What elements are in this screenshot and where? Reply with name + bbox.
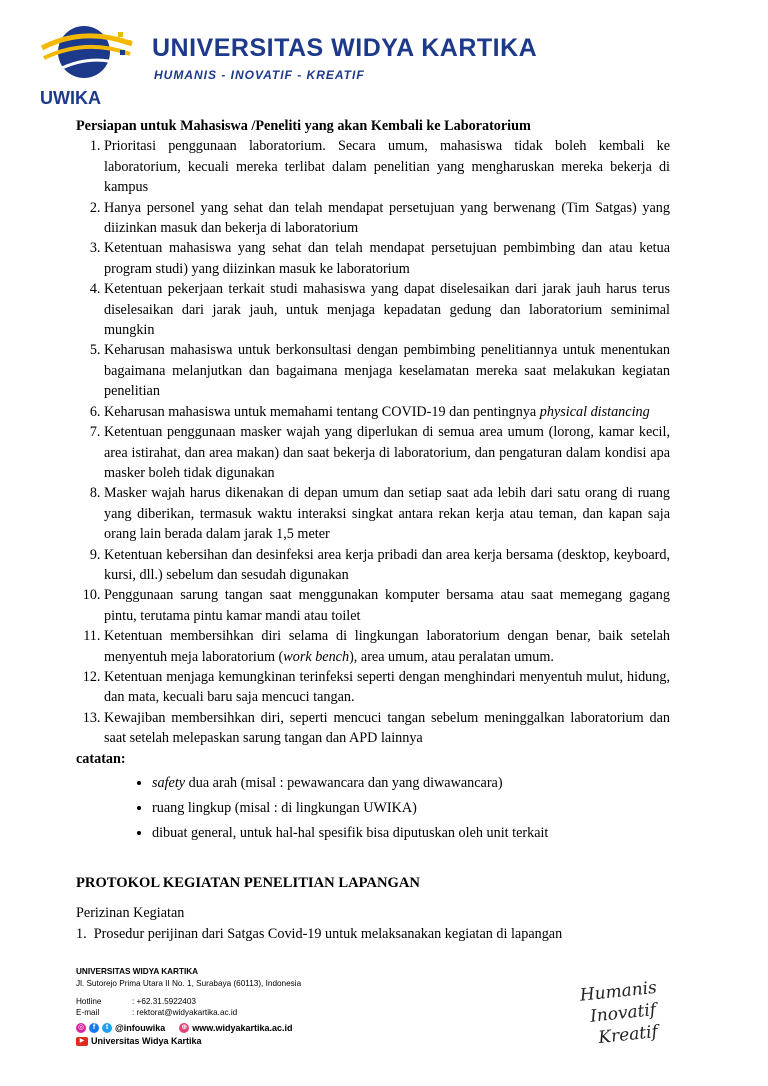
note-item: [152, 773, 670, 793]
hotline-value: : +62.31.5922403: [132, 997, 196, 1006]
protocol-subtitle: Perizinan Kegiatan: [76, 904, 185, 921]
list-item: [104, 402, 670, 422]
youtube-channel[interactable]: Universitas Widya Kartika: [91, 1036, 202, 1046]
protocol-title: PROTOKOL KEGIATAN PENELITIAN LAPANGAN: [76, 875, 420, 892]
social-handle[interactable]: @infouwika: [115, 1023, 166, 1033]
twitter-icon: t: [102, 1023, 112, 1033]
university-tagline: HUMANIS - INOVATIF - KREATIF: [154, 68, 365, 82]
list-item-italic: work bench: [283, 648, 350, 665]
protocol-item: [76, 924, 670, 944]
list-item: 13. Kewajiban membersihkan diri, seperti mencuci tangan sebelum meninggalkan laboratorium dan saat setelah melepaskan sarung tangan dan APD lainnya: [104, 708, 670, 749]
list-item: 10. Penggunaan sarung tangan saat menggunakan komputer bersama atau saat memegang gagang pintu, terutama pintu kamar mandi atau toilet: [104, 585, 670, 626]
hotline-label: Hotline: [76, 997, 102, 1006]
list-item: 4. Ketentuan pekerjaan terkait studi mahasiswa yang dapat diselesaikan dari jarak jauh harus terus diselesaikan dari jarak jauh, untuk menjaga kepadatan gedung dan laboratorium seminimal mungkin: [104, 279, 670, 340]
footer-name: UNIVERSITAS WIDYA KARTIKA: [76, 967, 199, 976]
note-italic: safety: [152, 775, 186, 791]
document-body: [76, 116, 670, 944]
facebook-icon: f: [89, 1023, 99, 1033]
list-item-italic: physical distancing: [539, 403, 650, 420]
preparation-list: [76, 136, 670, 748]
list-item-text: Ketentuan membersihkan diri selama di lingkungan laboratorium dengan benar, baik setelah menyentuh meja laboratorium (: [104, 628, 670, 665]
list-item: 3. Ketentuan mahasiswa yang sehat dan telah mendapat persetujuan pembimbing dan atau ketua program studi) yang diizinkan masuk ke laboratorium: [104, 238, 670, 279]
footer-address: Jl. Sutorejo Prima Utara II No. 1, Surabaya (60113), Indonesia: [76, 979, 302, 988]
notes-label: catatan:: [76, 750, 126, 767]
email-value: : rektorat@widyakartika.ac.id: [132, 1008, 238, 1017]
note-item: • dibuat general, untuk hal-hal spesifik bisa diputuskan oleh unit terkait: [152, 823, 670, 843]
list-item-text: ), area umum, atau peralatan umum.: [349, 648, 554, 665]
list-item: 12. Ketentuan menjaga kemungkinan terinfeksi seperti dengan menghindari menyentuh mulut, hidung, dan mata, kecuali baru saja mencuci tangan.: [104, 667, 670, 708]
list-item: 9. Ketentuan kebersihan dan desinfeksi area kerja pribadi dan area kerja bersama (desktop, keyboard, kursi, dll.) sebelum dan sesudah digunakan: [104, 545, 670, 586]
note-text: dua arah (misal : pewawancara dan yang diwawancara): [185, 775, 503, 791]
list-item-text: Keharusan mahasiswa untuk memahami tentang COVID-19 dan pentingnya: [104, 403, 540, 420]
signature-line: Inovatif: [589, 1000, 658, 1027]
list-item: 7. Ketentuan penggunaan masker wajah yang diperlukan di semua area umum (lorong, kamar kecil, area istirahat, dan area makan) dan saat bekerja di laboratorium, dan pengaturan dalam kondisi apa masker boleh tidak digunakan: [104, 422, 670, 483]
protocol-item-text: Prosedur perijinan dari Satgas Covid-19 untuk melaksanakan kegiatan di lapangan: [93, 926, 563, 943]
list-item: 2. Hanya personel yang sehat dan telah mendapat persetujuan yang berwenang (Tim Satgas) yang diizinkan masuk dan bekerja di laboratorium: [104, 198, 670, 239]
protocol-item-number: 1.: [76, 926, 87, 943]
letterhead: [34, 18, 734, 108]
signature-line: Kreatif: [597, 1021, 659, 1049]
instagram-icon: ◎: [77, 1024, 85, 1031]
list-item: 8. Masker wajah harus dikenakan di depan umum dan setiap saat ada lebih dari satu orang di ruang yang diberikan, termasuk waktu interaksi singkat antara rekan kerja atau teman, dan kapan saja orang lain berada dalam jarak 1,5 meter: [104, 483, 670, 544]
list-item: 5. Keharusan mahasiswa untuk berkonsultasi dengan pembimbing penelitiannya untuk menentukan bagaimana melanjutkan dan bagaimana menjaga keselamatan mereka saat melakukan kegiatan penelitian: [104, 340, 670, 401]
list-item: 1. Prioritasi penggunaan laboratorium. Secara umum, mahasiswa tidak boleh kembali ke laboratorium, kecuali mereka terlibat dalam penelitian yang mengharuskan mereka bekerja di kampus: [104, 136, 670, 197]
email-label: E-mail: [76, 1008, 100, 1017]
humanis-inovatif-kreatif-signature: [579, 975, 675, 1050]
logo-text: UWIKA: [40, 88, 101, 108]
globe-icon: ⊕: [179, 1023, 189, 1033]
website-link[interactable]: www.widyakartika.ac.id: [192, 1023, 293, 1033]
notes-list: [76, 773, 670, 843]
section-title: Persiapan untuk Mahasiswa /Peneliti yang akan Kembali ke Laboratorium: [76, 118, 531, 134]
signature-line: Humanis: [578, 977, 658, 1006]
list-item: [104, 626, 670, 667]
university-name: UNIVERSITAS WIDYA KARTIKA: [152, 34, 538, 62]
uwika-logo: [34, 18, 144, 108]
youtube-icon: ▶: [76, 1037, 88, 1046]
note-item: • ruang lingkup (misal : di lingkungan UWIKA): [152, 798, 670, 818]
